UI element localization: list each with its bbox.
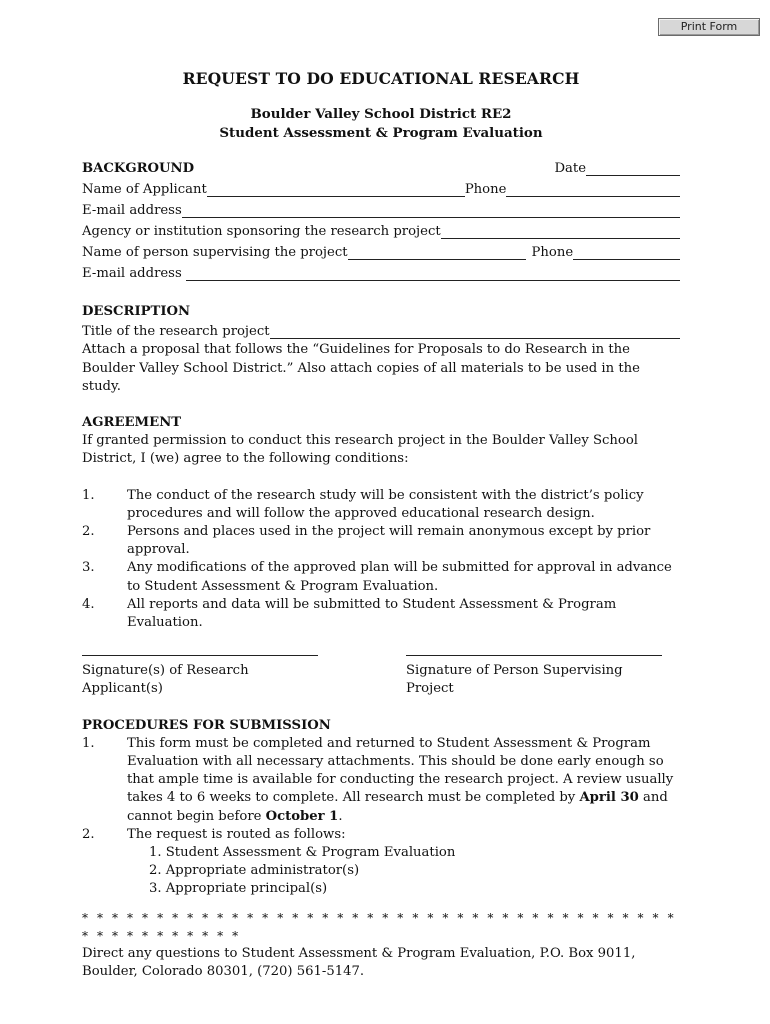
- supervisor-signature-field[interactable]: [406, 654, 662, 656]
- supervisor-name-field[interactable]: [348, 245, 526, 260]
- applicant-name-field[interactable]: [207, 182, 465, 197]
- procedure-text: The request is routed as follows: 1. Student Assessment & Program Evaluation 2. Appropriate administrator(s) 3. Appropriate principal(s): [127, 826, 680, 899]
- list-item: 3. Appropriate principal(s): [149, 881, 328, 897]
- description-heading: DESCRIPTION: [82, 304, 191, 320]
- procedure-text: This form must be completed and returned to Student Assessment & Program Evaluation with all necessary attachments. This should be done early enough so that ample time is available for conducting the research project. A review usually takes 4 to 6 weeks to complete. All research must be completed by April 30 and cannot begin before October 1.: [127, 735, 674, 824]
- page-title: REQUEST TO DO EDUCATIONAL RESEARCH: [182, 69, 580, 88]
- condition-number: 2.: [82, 524, 95, 540]
- applicant-name-label: Name of Applicant: [82, 182, 207, 197]
- condition-text: Persons and places used in the project will remain anonymous except by prior approval.: [127, 524, 651, 558]
- signature-row: [82, 654, 680, 698]
- condition-number: 1.: [82, 487, 95, 503]
- star-divider: * * * * * * * * * * * * * * * * * * * * * * * * * * * * * * * * * * * * * * * * * * * * * * * * * * *: [82, 910, 677, 943]
- supervisor-phone-field[interactable]: [573, 245, 680, 260]
- description-text: Attach a proposal that follows the “Guidelines for Proposals to do Research in the Boulder Valley School District.” Also attach copies of all materials to be used in the study.: [82, 342, 640, 394]
- procedure-number: 2.: [82, 826, 95, 842]
- project-title-field[interactable]: [270, 324, 680, 339]
- applicant-phone-label: Phone: [464, 182, 507, 197]
- supervisor-phone-label: Phone: [531, 245, 574, 260]
- agreement-heading: AGREEMENT: [82, 415, 182, 431]
- print-form-button[interactable]: Print Form: [658, 18, 760, 36]
- list-item: [82, 523, 680, 559]
- list-item: [82, 596, 680, 632]
- agency-label: Agency or institution sponsoring the research project: [82, 224, 441, 239]
- supervisor-email-label: E-mail address: [82, 266, 182, 281]
- conditions-list: [82, 487, 680, 633]
- background-heading: BACKGROUND: [82, 161, 195, 176]
- applicant-email-label: E-mail address: [82, 203, 182, 218]
- date-field[interactable]: [586, 161, 680, 176]
- date-label: Date: [554, 161, 586, 176]
- routing-list: [127, 844, 680, 899]
- supervisor-signature-label: Signature of Person Supervising Project: [406, 663, 623, 697]
- procedures-list: [82, 735, 680, 899]
- condition-number: 3.: [82, 560, 95, 576]
- department-name: Student Assessment & Program Evaluation: [219, 125, 543, 142]
- supervisor-email-field[interactable]: [186, 266, 680, 281]
- list-item: [82, 559, 680, 595]
- condition-text: Any modifications of the approved plan will be submitted for approval in advance to Student Assessment & Program Evaluation.: [127, 560, 672, 594]
- list-item: [82, 735, 680, 826]
- agency-field[interactable]: [441, 224, 680, 239]
- project-title-label: Title of the research project: [82, 324, 270, 340]
- form-page: [82, 70, 680, 982]
- applicant-signature-field[interactable]: [82, 654, 318, 656]
- condition-number: 4.: [82, 596, 95, 612]
- district-name: Boulder Valley School District RE2: [250, 106, 512, 123]
- applicant-phone-field[interactable]: [506, 182, 680, 197]
- list-item: [82, 487, 680, 523]
- footer-contact: Direct any questions to Student Assessment & Program Evaluation, P.O. Box 9011, Boulder, Colorado 80301, (720) 561-5147.: [82, 946, 636, 980]
- supervisor-name-label: Name of person supervising the project: [82, 245, 348, 260]
- procedures-heading: PROCEDURES FOR SUBMISSION: [82, 717, 331, 733]
- applicant-signature-label: Signature(s) of Research Applicant(s): [82, 663, 249, 697]
- list-item: [82, 826, 680, 899]
- list-item: 1. Student Assessment & Program Evaluation: [149, 845, 456, 861]
- agreement-intro: If granted permission to conduct this research project in the Boulder Valley School District, I (we) agree to the following conditions:: [82, 433, 639, 467]
- condition-text: The conduct of the research study will be consistent with the district’s policy procedures and will follow the approved educational research design.: [127, 487, 644, 521]
- list-item: 2. Appropriate administrator(s): [149, 863, 360, 879]
- applicant-email-field[interactable]: [182, 203, 680, 218]
- condition-text: All reports and data will be submitted to Student Assessment & Program Evaluation.: [127, 596, 617, 631]
- procedure-number: 1.: [82, 735, 95, 751]
